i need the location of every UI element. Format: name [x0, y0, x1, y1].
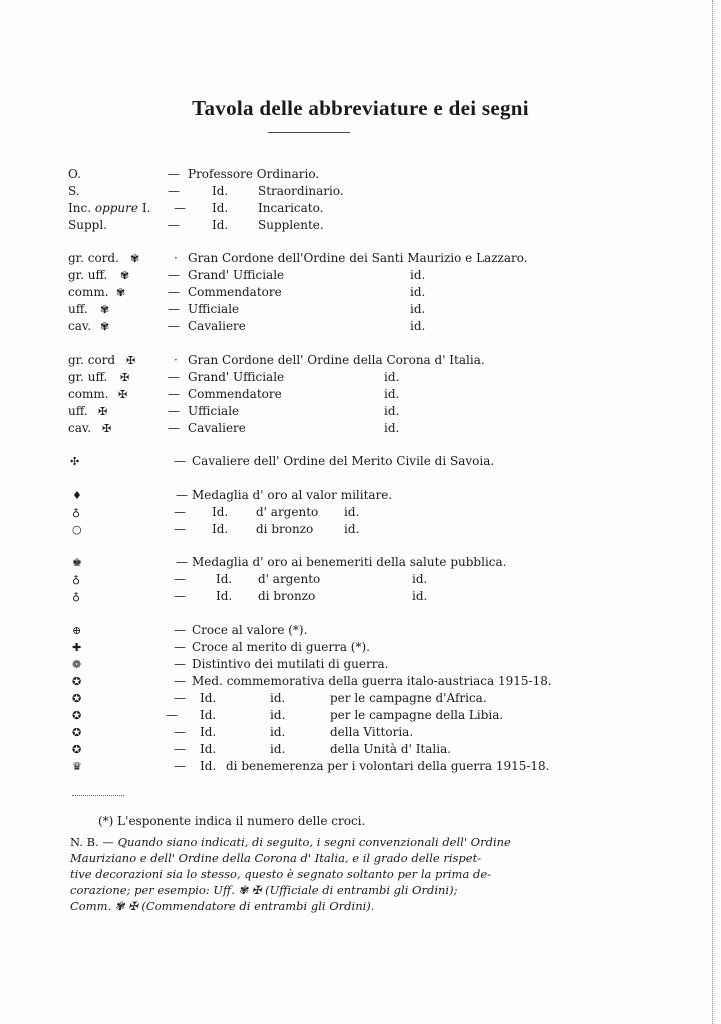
- mauriziano-cross-icon: ✾: [130, 252, 140, 265]
- mauriziano-cross-icon: ✾: [100, 320, 110, 333]
- public-health-gold-icon: ♚: [72, 556, 82, 569]
- list-item: ✚ — Croce al merito di guerra (*).: [72, 640, 370, 654]
- list-item: ○ — Id. di bronzo id.: [72, 522, 360, 536]
- list-item: uff. ✾ — Ufficiale id.: [68, 302, 426, 316]
- list-item: ✪ — Id. id. della Vittoria.: [72, 725, 414, 739]
- page-title: Tavola delle abbreviature e dei segni: [192, 96, 529, 120]
- unity-medal-icon: ✪: [72, 743, 82, 756]
- list-item: cav. ✠ — Cavaliere id.: [68, 421, 400, 435]
- nota-bene: N. B. — Quando siano indicati, di seguito, i segni convenzionali dell' Ordine Mauriziano e dell' Ordine della Corona d' Italia, e il grado delle rispet- tive decorazioni sia lo stesso, questo è segnato soltanto per la prima de- corazione; per esempio: Uff. ✾ ✠ (Ufficiale di entrambi gli Ordini); Comm. ✾ ✠ (Commendatore di entrambi gli Ordini).: [70, 835, 511, 913]
- list-item: ♦ — Medaglia d' oro al valor militare.: [72, 488, 393, 502]
- mauriziano-cross-icon: ✾: [100, 303, 110, 316]
- list-item: ⊕ — Croce al valore (*).: [72, 623, 308, 637]
- corona-cross-icon: ✠: [98, 405, 108, 418]
- list-item: ❁ — Distintivo dei mutilati di guerra.: [72, 657, 389, 671]
- libya-medal-icon: ✪: [72, 709, 82, 722]
- list-item: ✪ — Id. id. per le campagne d'Africa.: [72, 691, 487, 705]
- corona-cross-icon: ✠: [126, 354, 136, 367]
- list-item: ✪ — Id. id. della Unità d' Italia.: [72, 742, 452, 756]
- mauriziano-cross-icon: ✾: [116, 286, 126, 299]
- list-item: O. — Professore Ordinario.: [68, 167, 320, 181]
- corona-cross-icon: ✠: [118, 388, 128, 401]
- list-item: cav. ✾ — Cavaliere id.: [68, 319, 426, 333]
- footnote: (*) L'esponente indica il numero delle croci.: [98, 814, 366, 828]
- africa-medal-icon: ✪: [72, 692, 82, 705]
- corona-cross-icon: ✠: [120, 371, 130, 384]
- list-item: Suppl. — Id. Supplente.: [68, 218, 324, 232]
- list-item: ♚ — Medaglia d' oro ai benemeriti della salute pubblica.: [72, 555, 507, 569]
- list-item: ✣ — Cavaliere dell' Ordine del Merito Civile di Savoia.: [70, 454, 495, 468]
- list-item: gr. cord ✠ · Gran Cordone dell' Ordine della Corona d' Italia.: [68, 353, 485, 367]
- list-item: comm. ✾ — Commendatore id.: [68, 285, 426, 299]
- corona-cross-icon: ✠: [102, 422, 112, 435]
- list-item: Inc. oppure I. — Id. Incaricato.: [68, 201, 324, 215]
- list-item: S. — Id. Straordinario.: [68, 184, 344, 198]
- footnote-rule: [72, 795, 124, 796]
- list-item: ♁ — Id. di bronzo id.: [72, 589, 428, 603]
- list-item: ♁ — Id. d' argento id.: [72, 505, 360, 519]
- victory-medal-icon: ✪: [72, 726, 82, 739]
- title-rule: [268, 132, 350, 133]
- civil-merit-icon: ✣: [70, 455, 80, 468]
- volunteer-medal-icon: ♛: [72, 760, 82, 773]
- valor-cross-icon: ⊕: [72, 624, 82, 637]
- public-health-bronze-icon: ♁: [72, 590, 81, 603]
- commemorative-medal-icon: ✪: [72, 675, 82, 688]
- list-item: gr. cord. ✾ · Gran Cordone dell'Ordine dei Santi Maurizio e Lazzaro.: [68, 251, 528, 265]
- bronze-medal-icon: ○: [72, 523, 82, 536]
- list-item: ♁ — Id. d' argento id.: [72, 572, 428, 586]
- silver-medal-icon: ♁: [72, 506, 81, 519]
- list-item: comm. ✠ — Commendatore id.: [68, 387, 400, 401]
- list-item: uff. ✠ — Ufficiale id.: [68, 404, 400, 418]
- gold-medal-icon: ♦: [72, 489, 82, 502]
- war-merit-cross-icon: ✚: [72, 641, 82, 654]
- list-item: ✪ — Med. commemorativa della guerra italo-austriaca 1915-18.: [72, 674, 552, 688]
- mutilati-badge-icon: ❁: [72, 658, 82, 671]
- list-item: ♛ — Id. di benemerenza per i volontari della guerra 1915-18.: [72, 759, 550, 773]
- public-health-silver-icon: ♁: [72, 573, 81, 586]
- mauriziano-cross-icon: ✾: [120, 269, 130, 282]
- list-item: gr. uff. ✾ — Grand' Ufficiale id.: [68, 268, 426, 282]
- list-item: gr. uff. ✠ — Grand' Ufficiale id.: [68, 370, 400, 384]
- list-item: ✪ — Id. id. per le campagne della Libia.: [72, 708, 504, 722]
